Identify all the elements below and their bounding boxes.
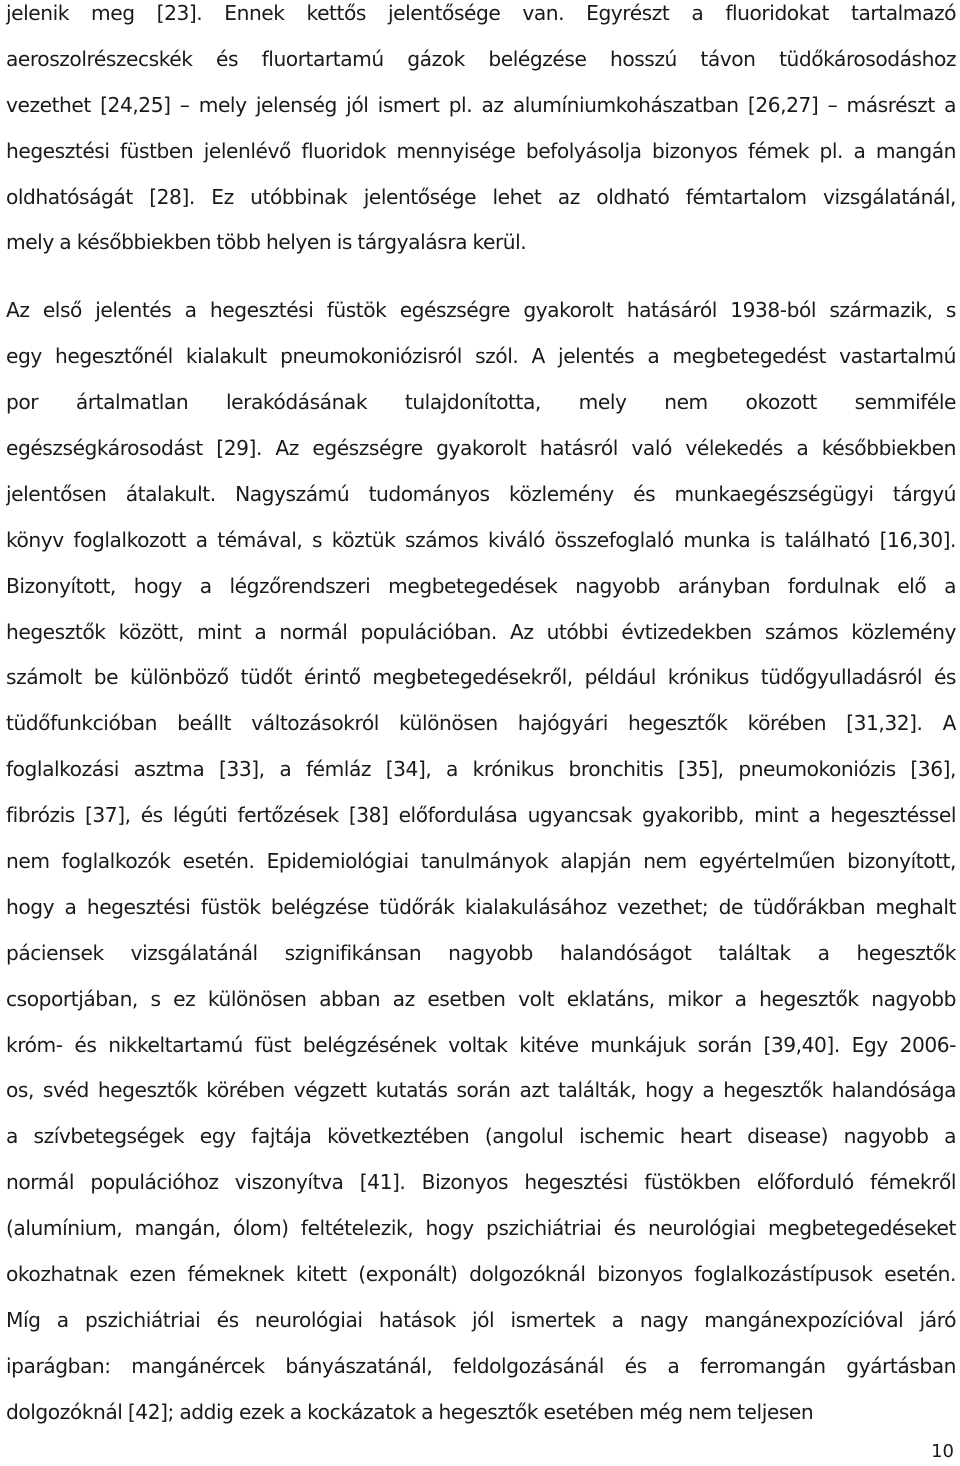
- text-line: króm- és nikkeltartamú füst belégzésének voltak kitéve munkájuk során [39,40]. Egy 2006-: [6, 1032, 956, 1057]
- text-line: (alumínium, mangán, ólom) feltételezik, hogy pszichiátriai és neurológiai megbetegedéseket: [6, 1216, 956, 1241]
- text-line: fibrózis [37], és légúti fertőzések [38] előfordulása ugyancsak gyakoribb, mint a hegesztéssel: [6, 803, 956, 828]
- text-line: mely a későbbiekben több helyen is tárgyalásra kerül.: [6, 230, 527, 255]
- text-line: egészségkárosodást [29]. Az egészségre gyakorolt hatásról való vélekedés a későbbiekben: [6, 436, 956, 461]
- text-line: hogy a hegesztési füstök belégzése tüdőrák kialakulásához vezethet; de tüdőrákban meghalt: [6, 894, 956, 919]
- paragraph-2: [6, 297, 956, 1444]
- text-line: por ártalmatlan lerakódásának tulajdonította, mely nem okozott semmiféle: [6, 390, 956, 415]
- page-number: 10: [931, 1441, 954, 1462]
- text-line: aeroszolrészecskék és fluortartamú gázok belégzése hosszú távon tüdőkárosodáshoz: [6, 46, 956, 71]
- text-line: dolgozóknál [42]; addig ezek a kockázatok a hegesztők esetében még nem teljesen: [6, 1399, 814, 1424]
- text-line: jelentősen átalakult. Nagyszámú tudományos közlemény és munkaegészségügyi tárgyú: [6, 481, 956, 506]
- text-line: iparágban: mangánércek bányászatánál, feldolgozásánál és a ferromangán gyártásban: [6, 1353, 956, 1378]
- document-page: [6, 0, 956, 1445]
- text-line: os, svéd hegesztők körében végzett kutatás során azt találták, hogy a hegesztők halandósága: [6, 1078, 956, 1103]
- text-line: hegesztési füstben jelenlévő fluoridok mennyisége befolyásolja bizonyos fémek pl. a mangán: [6, 138, 956, 163]
- text-line: számolt be különböző tüdőt érintő megbetegedésekről, például krónikus tüdőgyulladásról és: [6, 665, 956, 690]
- text-line: Az első jelentés a hegesztési füstök egészségre gyakorolt hatásáról 1938-ból származik, s: [6, 298, 956, 323]
- text-line: oldhatóságát [28]. Ez utóbbinak jelentősége lehet az oldható fémtartalom vizsgálatánál,: [6, 184, 956, 209]
- paragraph-1: [6, 0, 956, 275]
- text-line: hegesztők között, mint a normál populációban. Az utóbbi évtizedekben számos közlemény: [6, 619, 956, 644]
- text-line: egy hegesztőnél kialakult pneumokoniózisról szól. A jelentés a megbetegedést vastartalmú: [6, 344, 956, 369]
- text-line: vezethet [24,25] – mely jelenség jól ismert pl. az alumíniumkohászatban [26,27] – másrészt a: [6, 92, 956, 117]
- text-line: normál populációhoz viszonyítva [41]. Bizonyos hegesztési füstökben előforduló fémekről: [6, 1170, 956, 1195]
- text-line: könyv foglalkozott a témával, s köztük számos kiváló összefoglaló munka is található [16,30].: [6, 527, 956, 552]
- text-line: jelenik meg [23]. Ennek kettős jelentősége van. Egyrészt a fluoridokat tartalmazó: [6, 1, 956, 25]
- text-line: csoportjában, s ez különösen abban az esetben volt eklatáns, mikor a hegesztők nagyobb: [6, 986, 956, 1011]
- text-line: tüdőfunkcióban beállt változásokról különösen hajógyári hegesztők körében [31,32]. A: [6, 711, 956, 736]
- paragraph-gap: [6, 275, 956, 297]
- text-line: nem foglalkozók esetén. Epidemiológiai tanulmányok alapján nem egyértelműen bizonyított,: [6, 849, 956, 874]
- text-line: páciensek vizsgálatánál szignifikánsan nagyobb halandóságot találtak a hegesztők: [6, 940, 956, 965]
- text-line: a szívbetegségek egy fajtája következtében (angolul ischemic heart disease) nagyobb a: [6, 1124, 956, 1149]
- text-line: foglalkozási asztma [33], a fémláz [34], a krónikus bronchitis [35], pneumokoniózis [36],: [6, 757, 956, 782]
- text-line: Míg a pszichiátriai és neurológiai hatások jól ismertek a nagy mangánexpozícióval járó: [6, 1307, 956, 1332]
- text-line: okozhatnak ezen fémeknek kitett (exponált) dolgozóknál bizonyos foglalkozástípusok esetén.: [6, 1262, 956, 1287]
- text-line: Bizonyított, hogy a légzőrendszeri megbetegedések nagyobb arányban fordulnak elő a: [6, 573, 956, 598]
